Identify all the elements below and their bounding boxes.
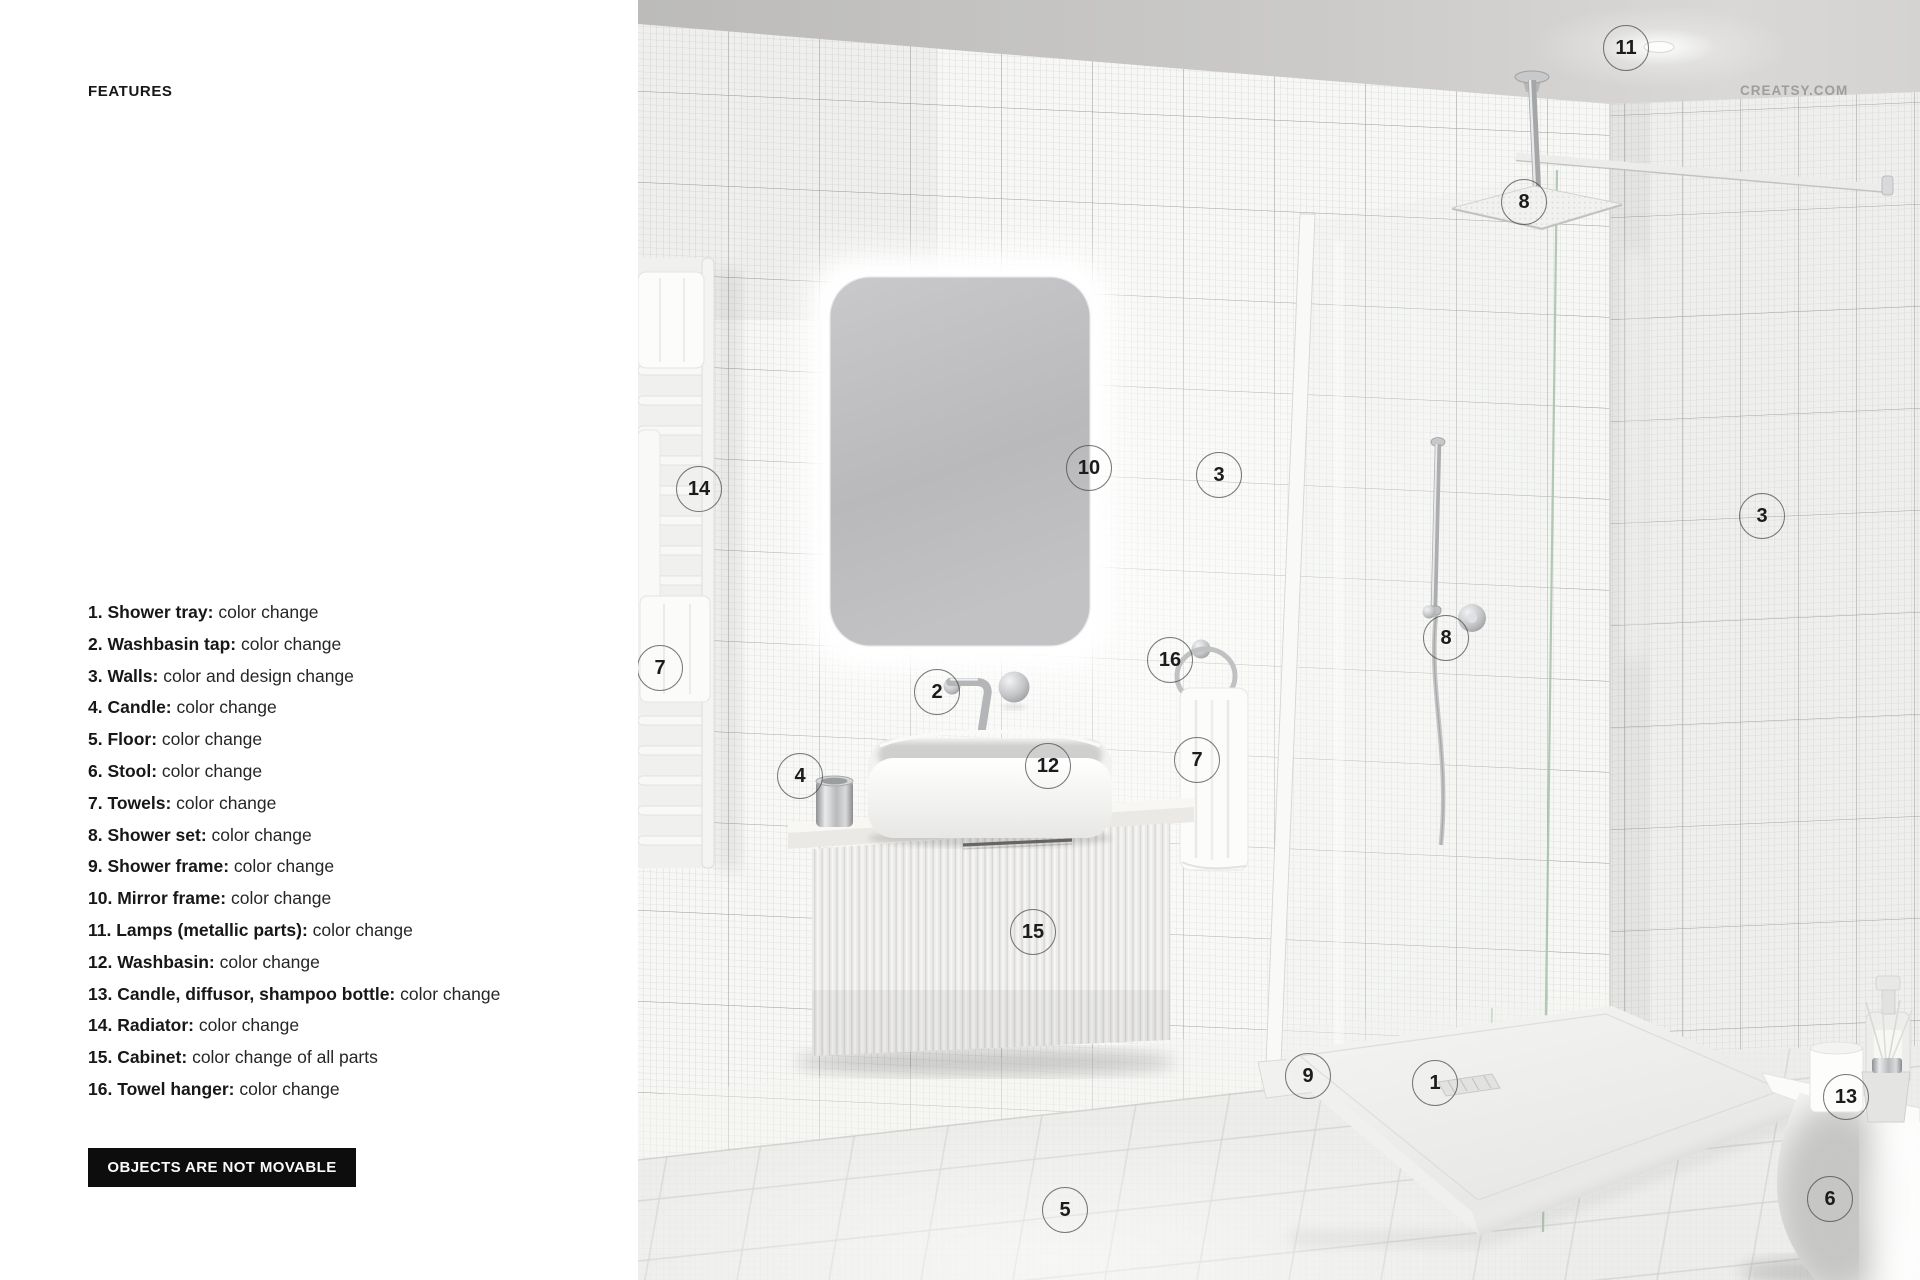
feature-item [88, 947, 500, 979]
feature-item-desc: color change [206, 824, 312, 845]
feature-item [88, 1074, 500, 1106]
washbasin [868, 732, 1112, 847]
objects-not-movable-badge: OBJECTS ARE NOT MOVABLE [88, 1148, 356, 1187]
candle [1810, 1046, 1863, 1112]
feature-item-label: 9. Shower frame: [88, 856, 230, 877]
feature-item-label: 16. Towel hanger: [88, 1078, 235, 1099]
backlit-mirror [796, 243, 1124, 681]
marker-number: 4 [794, 765, 806, 787]
feature-item [88, 883, 500, 915]
feature-item-desc: color change [213, 602, 319, 622]
feature-item [88, 756, 500, 788]
feature-item-label: 13. Candle, diffusor, shampoo bottle: [88, 983, 396, 1004]
feature-item-label: 6. Stool: [88, 760, 158, 781]
feature-item-label: 15. Cabinet: [88, 1047, 188, 1068]
feature-item-label: 5. Floor: [88, 729, 158, 750]
panel-heading: FEATURES [88, 83, 173, 100]
marker-number: 1 [1429, 1072, 1441, 1094]
feature-item [88, 788, 500, 820]
feature-item [88, 1010, 500, 1042]
features-list [88, 597, 500, 1106]
feature-item-label: 7. Towels: [88, 792, 172, 813]
feature-item-desc: color change [171, 792, 277, 813]
feature-item-label: 3. Walls: [88, 665, 159, 686]
feature-item-desc: color change [226, 888, 332, 909]
marker-number: 3 [1756, 505, 1768, 527]
marker-number: 11 [1615, 37, 1637, 59]
marker-number: 7 [1191, 749, 1203, 771]
marker-number: 9 [1302, 1065, 1314, 1087]
watermark: CREATSY.COM [1740, 83, 1849, 98]
feature-item [88, 1042, 500, 1074]
marker-number: 3 [1213, 464, 1225, 486]
feature-item [88, 629, 500, 661]
radiator [638, 258, 742, 870]
marker-number: 8 [1518, 191, 1530, 213]
feature-item-desc: color change [234, 1078, 340, 1099]
feature-item-label: 11. Lamps (metallic parts): [88, 919, 308, 940]
marker-number: 10 [1077, 457, 1101, 479]
feature-item [88, 724, 500, 756]
feature-item-desc: color change [157, 729, 263, 750]
feature-item [88, 661, 500, 693]
marker-number: 12 [1036, 755, 1060, 777]
feature-item [88, 851, 500, 883]
feature-item [88, 915, 500, 947]
feature-item-desc: color change [157, 760, 263, 781]
marker-number: 2 [931, 681, 943, 703]
feature-item [88, 692, 500, 724]
feature-item-label: 4. Candle: [88, 697, 172, 718]
feature-item-desc: color change [214, 951, 320, 972]
feature-item [88, 597, 500, 629]
feature-item-desc: color change [229, 856, 335, 877]
feature-item-desc: color and design change [158, 665, 354, 686]
candle-cup [816, 776, 853, 827]
feature-item [88, 820, 500, 852]
feature-item-desc: color change [307, 919, 413, 940]
marker-number: 15 [1021, 921, 1045, 943]
pump-head-icon [1876, 976, 1900, 990]
marker-number: 7 [654, 657, 666, 679]
feature-item-label: 12. Washbasin: [88, 951, 215, 972]
feature-item-label: 10. Mirror frame: [88, 888, 227, 909]
feature-item-desc: color change [236, 633, 342, 654]
feature-item-label: 8. Shower set: [88, 824, 207, 845]
marker-number: 5 [1059, 1199, 1071, 1221]
tap-knob-icon [999, 672, 1030, 703]
marker-number: 13 [1834, 1086, 1858, 1108]
marker-number: 14 [687, 478, 711, 500]
feature-item-desc: color change [395, 983, 501, 1004]
feature-item-desc: color change of all parts [187, 1047, 378, 1068]
features-panel [0, 0, 638, 1280]
feature-item-desc: color change [194, 1015, 300, 1036]
mirror-glass [830, 277, 1090, 646]
feature-item-label: 2. Washbasin tap: [88, 633, 237, 654]
ceiling-lamp-icon [1644, 42, 1674, 53]
marker-number: 16 [1158, 649, 1182, 671]
marker-number: 8 [1440, 627, 1452, 649]
feature-item-label: 1. Shower tray: [88, 602, 214, 622]
feature-item [88, 979, 500, 1011]
feature-item-label: 14. Radiator: [88, 1015, 194, 1036]
hanging-towel [1180, 688, 1248, 870]
feature-item-desc: color change [171, 697, 277, 718]
marker-number: 6 [1824, 1188, 1836, 1210]
